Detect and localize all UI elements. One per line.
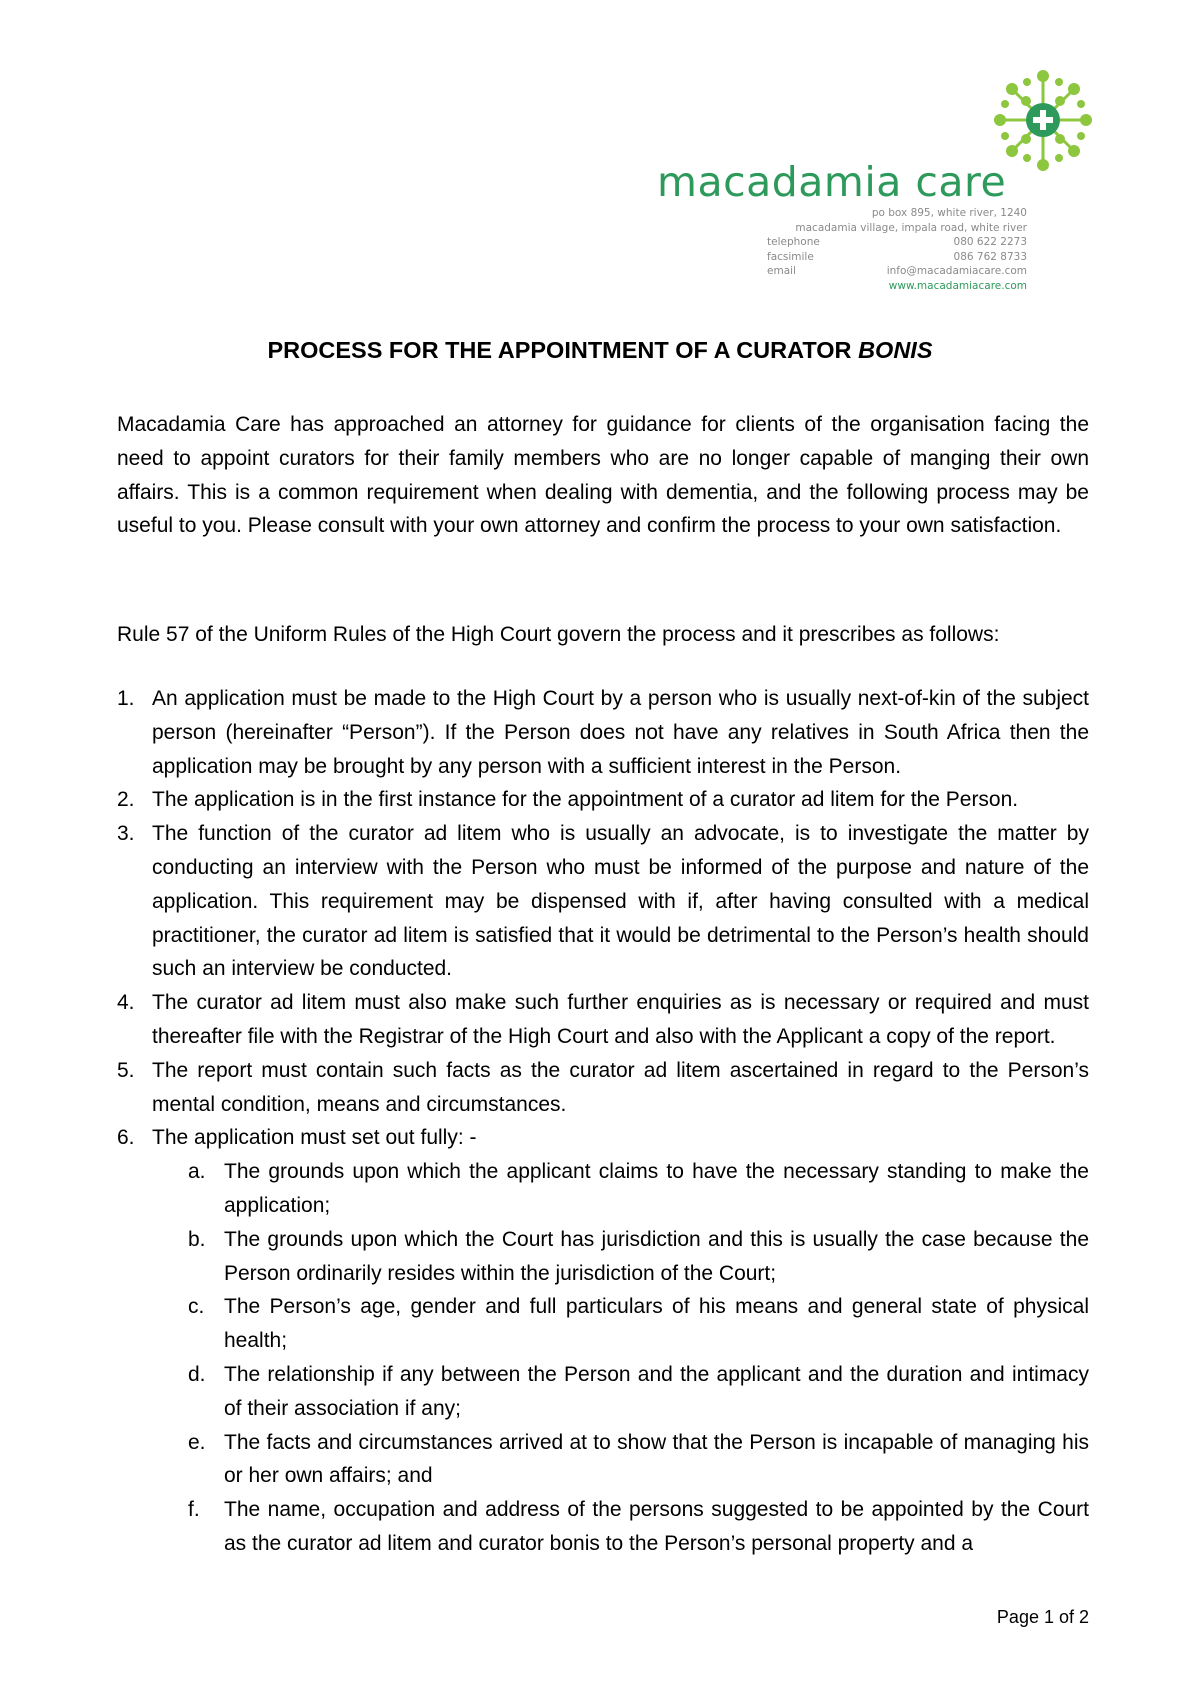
sub-list-item bbox=[152, 1493, 1089, 1561]
telephone-row bbox=[767, 235, 1027, 250]
list-item-text: The report must contain such facts as the curator ad litem ascertained in regard to the Person’s mental condition, means and circumstances. bbox=[152, 1058, 1089, 1116]
sub-list-item bbox=[152, 1426, 1089, 1494]
sub-list-item-text: The name, occupation and address of the persons suggested to be appointed by the Court as the curator ad litem and curator bonis to the Person’s personal property and a bbox=[224, 1498, 1089, 1555]
list-item bbox=[117, 986, 1089, 1054]
sub-list-item-letter: e. bbox=[188, 1430, 206, 1454]
title-main: PROCESS FOR THE APPOINTMENT OF A CURATOR bbox=[267, 337, 859, 363]
list-item-number: 2. bbox=[117, 788, 135, 812]
sub-list-item-text: The Person’s age, gender and full particulars of his means and general state of physical health; bbox=[224, 1295, 1089, 1353]
list-item-text: The application must set out fully: - bbox=[152, 1126, 477, 1150]
website-link[interactable]: www.macadamiacare.com bbox=[888, 279, 1027, 292]
brand-name: macadamia care bbox=[657, 158, 1007, 206]
intro-paragraph: Macadamia Care has approached an attorney for guidance for clients of the organisation facing the need to appoint curators for their family members who are no longer capable of manging their own affairs. This is a common requirement when dealing with dementia, and the following process may be useful to you. Please consult with your own attorney and confirm the process to your own satisfaction. bbox=[117, 413, 1089, 538]
page-number: Page 1 of 2 bbox=[996, 1607, 1089, 1627]
address-line-1: po box 895, white river, 1240 bbox=[871, 207, 1027, 219]
email-label: email bbox=[767, 265, 796, 278]
list-item-number: 3. bbox=[117, 822, 135, 846]
list-item-text: The function of the curator ad litem who is usually an advocate, is to investigate the matter by conducting an interview with the Person who must be informed of the purpose and nature of the application. This requirement may be dispensed with if, after having consulted with a medical practitioner, the curator ad litem is satisfied that it would be detrimental to the Person’s health should such an interview be conducted. bbox=[152, 822, 1089, 981]
sub-list-item-text: The relationship if any between the Person and the applicant and the duration and intimacy of their association if any; bbox=[224, 1362, 1089, 1420]
facsimile-value: 086 762 8733 bbox=[953, 250, 1027, 263]
page-title bbox=[0, 337, 1200, 364]
list-item-number: 1. bbox=[117, 687, 135, 710]
facsimile-row bbox=[767, 250, 1027, 265]
list-item-number: 4. bbox=[117, 991, 135, 1015]
contact-block bbox=[767, 206, 1027, 294]
rule-intro-paragraph: Rule 57 of the Uniform Rules of the High Court govern the process and it prescribes as follows: bbox=[117, 623, 1000, 646]
list-item-number: 6. bbox=[117, 1126, 135, 1150]
sub-list-item bbox=[152, 1155, 1089, 1223]
list-item bbox=[117, 1121, 1089, 1560]
sub-list-item-letter: c. bbox=[188, 1295, 205, 1319]
address-line-2: macadamia village, impala road, white river bbox=[795, 221, 1027, 234]
list-item bbox=[117, 682, 1089, 783]
list-item-text: The curator ad litem must also make such further enquiries as is necessary or required and must thereafter file with the Registrar of the High Court and also with the Applicant a copy of the report. bbox=[152, 991, 1089, 1048]
telephone-value: 080 622 2273 bbox=[953, 236, 1027, 249]
sub-list bbox=[152, 1155, 1089, 1561]
list-item bbox=[117, 783, 1089, 817]
list-item-text: An application must be made to the High Court by a person who is usually next-of-kin of the subject person (hereinafter “Person”). If the Person does not have any relatives in South Africa then the application may be brought by any person with a sufficient interest in the Person. bbox=[152, 687, 1089, 778]
list-item-number: 5. bbox=[117, 1058, 135, 1082]
list-item-text: The application is in the first instance for the appointment of a curator ad litem for the Person. bbox=[152, 788, 1019, 812]
sub-list-item bbox=[152, 1223, 1089, 1291]
facsimile-label: facsimile bbox=[767, 250, 814, 263]
macadamia-care-logo-icon bbox=[993, 68, 1093, 174]
sub-list-item-text: The grounds upon which the Court has jurisdiction and this is usually the case because the Person ordinarily resides within the jurisdiction of the Court; bbox=[224, 1227, 1089, 1285]
sub-list-item-text: The grounds upon which the applicant claims to have the necessary standing to make the application; bbox=[224, 1160, 1089, 1217]
sub-list-item bbox=[152, 1358, 1089, 1426]
list-item bbox=[117, 1054, 1089, 1122]
email-value[interactable]: info@macadamiacare.com bbox=[886, 265, 1027, 278]
list-item bbox=[117, 817, 1089, 986]
title-italic: BONIS bbox=[858, 337, 933, 363]
sub-list-item-letter: a. bbox=[188, 1160, 206, 1184]
sub-list-item-text: The facts and circumstances arrived at to show that the Person is incapable of managing his or her own affairs; and bbox=[224, 1430, 1089, 1488]
sub-list-item bbox=[152, 1290, 1089, 1358]
email-row bbox=[767, 264, 1027, 279]
sub-list-item-letter: f. bbox=[188, 1498, 200, 1522]
rules-list bbox=[117, 682, 1089, 1561]
sub-list-item-letter: b. bbox=[188, 1227, 206, 1251]
sub-list-item-letter: d. bbox=[188, 1362, 206, 1386]
telephone-label: telephone bbox=[767, 236, 820, 249]
